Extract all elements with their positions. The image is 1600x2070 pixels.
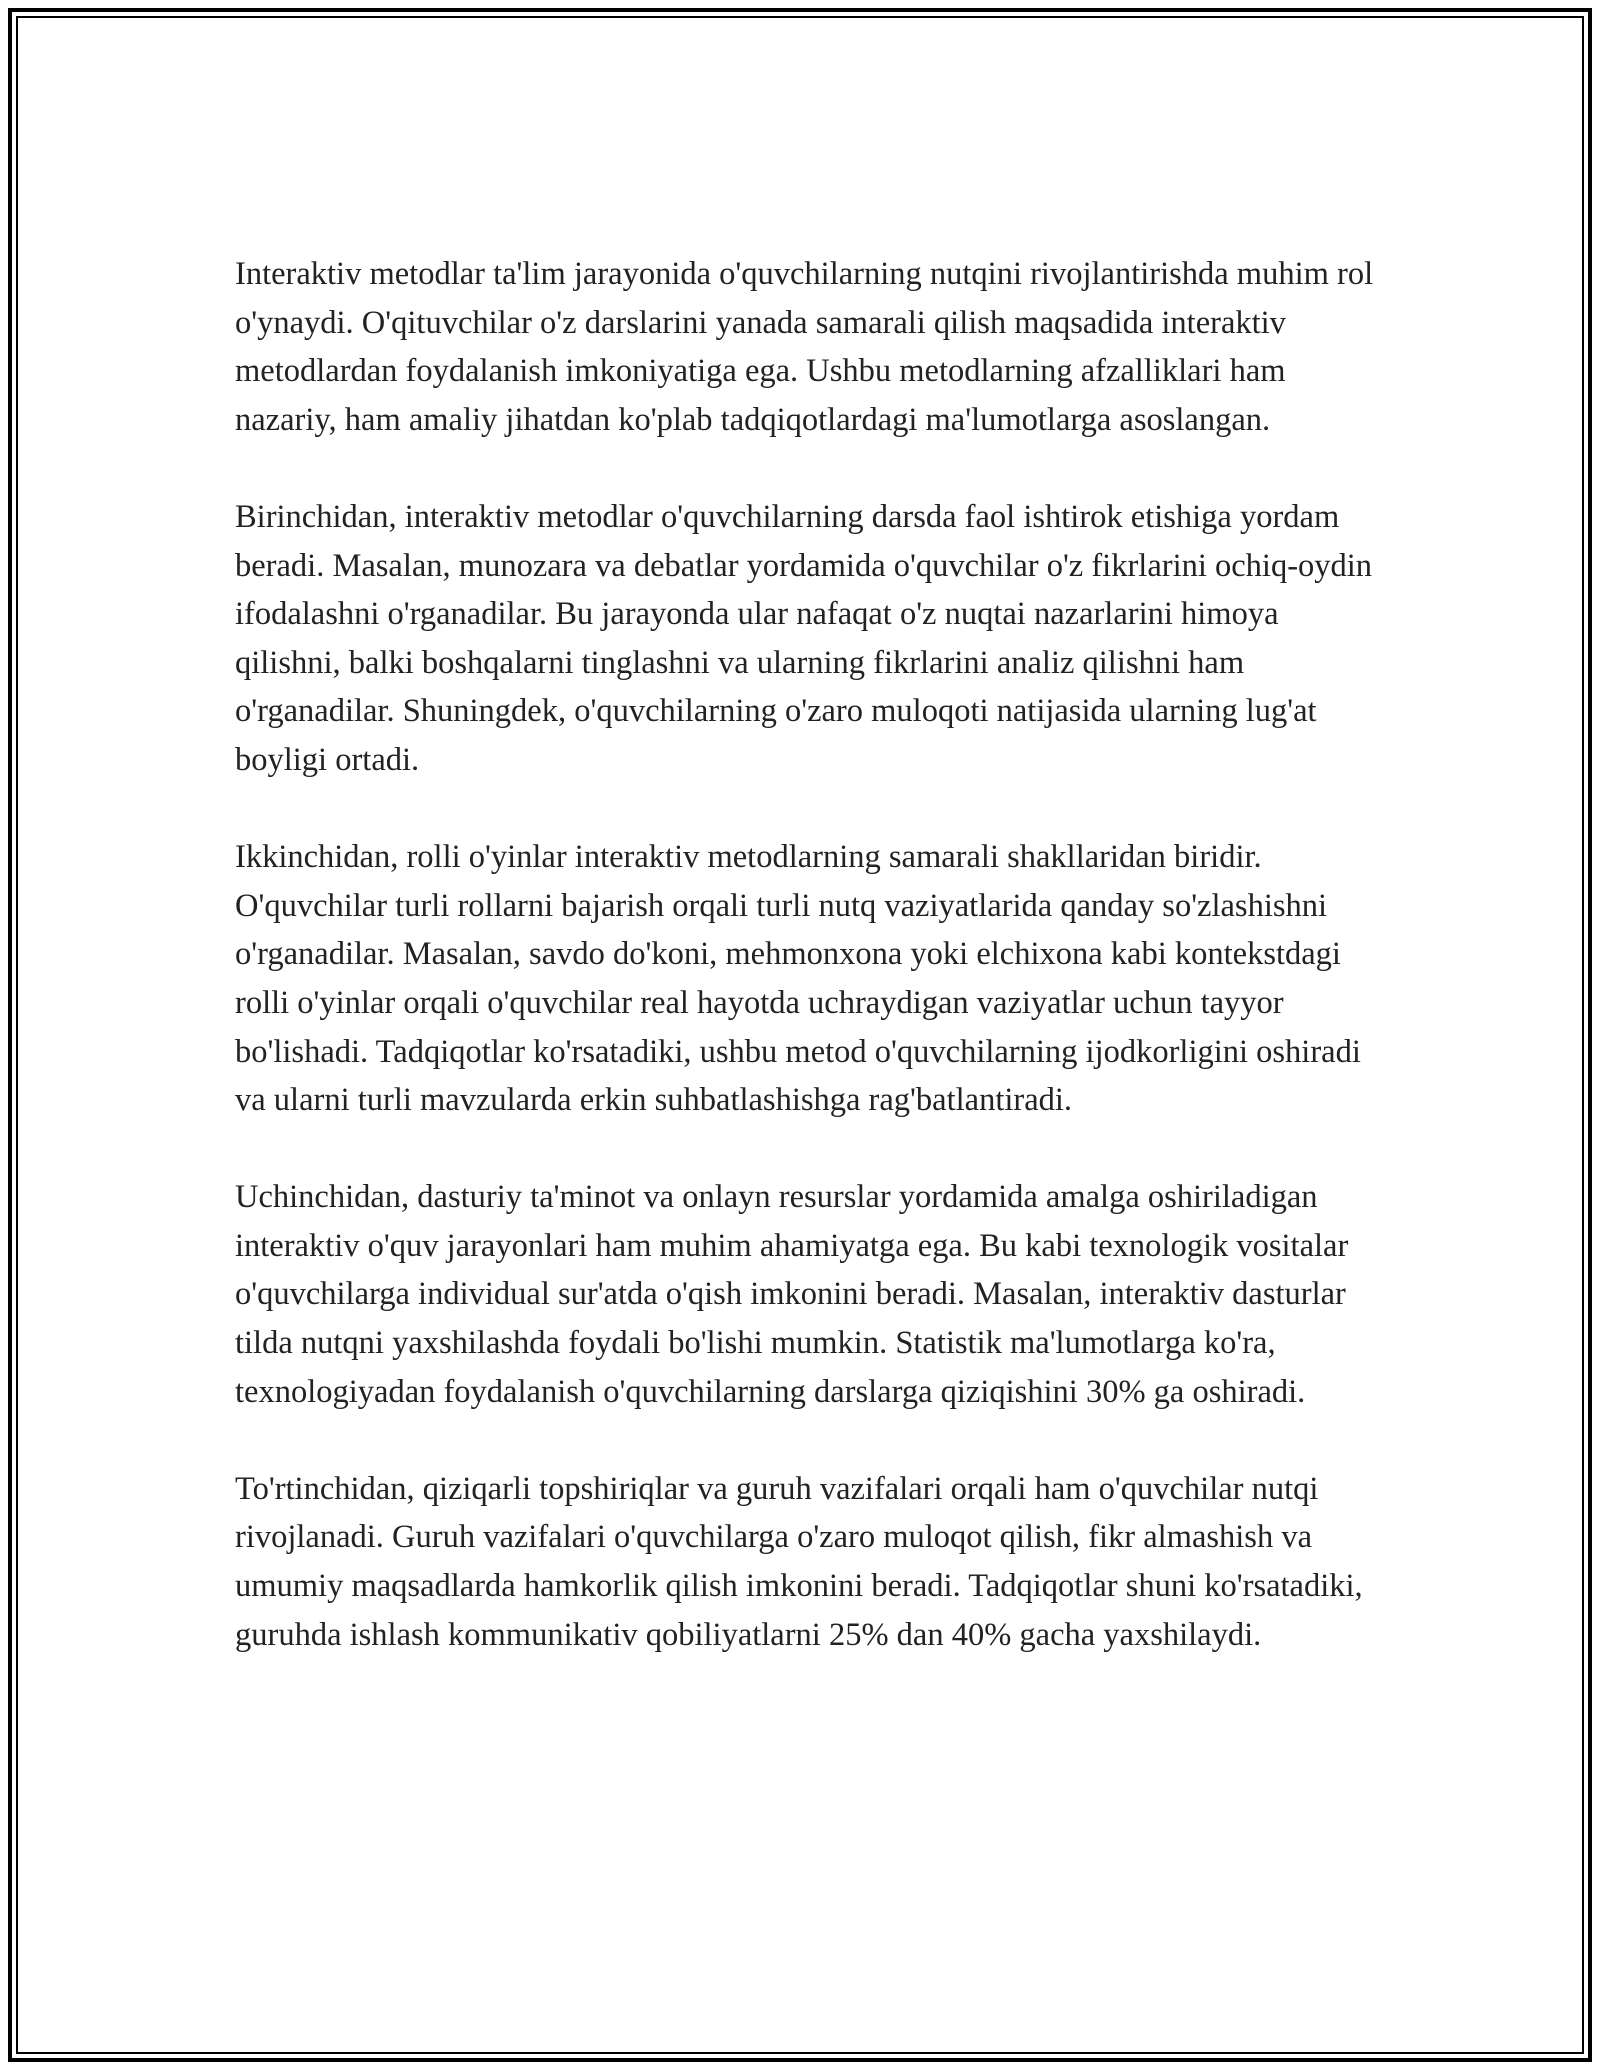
- paragraph-4: Uchinchidan, dasturiy ta'minot va onlayn resurslar yordamida amalga oshiriladigan interaktiv o'quv jarayonlari ham muhim ahamiyatga ega. Bu kabi texnologik vositalar o'quvchilarga individual sur'atda o'qish imkonini beradi. Masalan, interaktiv dasturlar tilda nutqni yaxshilashda foydali bo'lishi mumkin. Statistik ma'lumotlarga ko'ra, texnologiyadan foydalanish o'quvchilarning darslarga qiziqishini 30% ga oshiradi.: [235, 1179, 1349, 1410]
- paragraph-3: Ikkinchidan, rolli o'yinlar interaktiv metodlarning samarali shakllaridan biridir. O'quvchilar turli rollarni bajarish orqali turli nutq vaziyatlarida qanday so'zlashishni o'rganadilar. Masalan, savdo do'koni, mehmonxona yoki elchixona kabi kontekstdagi rolli o'yinlar orqali o'quvchilar real hayotda uchraydigan vaziyatlar uchun tayyor bo'lishadi. Tadqiqotlar ko'rsatadiki, ushbu metod o'quvchilarning ijodkorligini oshiradi va ularni turli mavzularda erkin suhbatlashishga rag'batlantiradi.: [235, 839, 1361, 1119]
- paragraph-2: Birinchidan, interaktiv metodlar o'quvchilarning darsda faol ishtirok etishiga yordam beradi. Masalan, munozara va debatlar yordamida o'quvchilar o'z fikrlarini ochiq-oydin ifodalashni o'rganadilar. Bu jarayonda ular nafaqat o'z nuqtai nazarlarini himoya qilishni, balki boshqalarni tinglashni va ularning fikrlarini analiz qilishni ham o'rganadilar. Shuningdek, o'quvchilarning o'zaro muloqoti natijasida ularning lug'at boyligi ortadi.: [235, 498, 1373, 778]
- paragraph-1: Interaktiv metodlar ta'lim jarayonida o'quvchilarning nutqini rivojlantirishda muhim rol o'ynaydi. O'qituvchilar o'z darslarini yanada samarali qilish maqsadida interaktiv metodlardan foydalanish imkoniyatiga ega. Ushbu metodlarning afzalliklari ham nazariy, ham amaliy jihatdan ko'plab tadqiqotlardagi ma'lumotlarga asoslangan.: [235, 256, 1374, 438]
- paragraph-5: To'rtinchidan, qiziqarli topshiriqlar va guruh vazifalari orqali ham o'quvchilar nutqi rivojlanadi. Guruh vazifalari o'quvchilarga o'zaro muloqot qilish, fikr almashish va umumiy maqsadlarda hamkorlik qilish imkonini beradi. Tadqiqotlar shuni ko'rsatadiki, guruhda ishlash kommunikativ qobiliyatlarni 25% dan 40% gacha yaxshilaydi.: [235, 1470, 1363, 1653]
- document-body: [235, 250, 1375, 1708]
